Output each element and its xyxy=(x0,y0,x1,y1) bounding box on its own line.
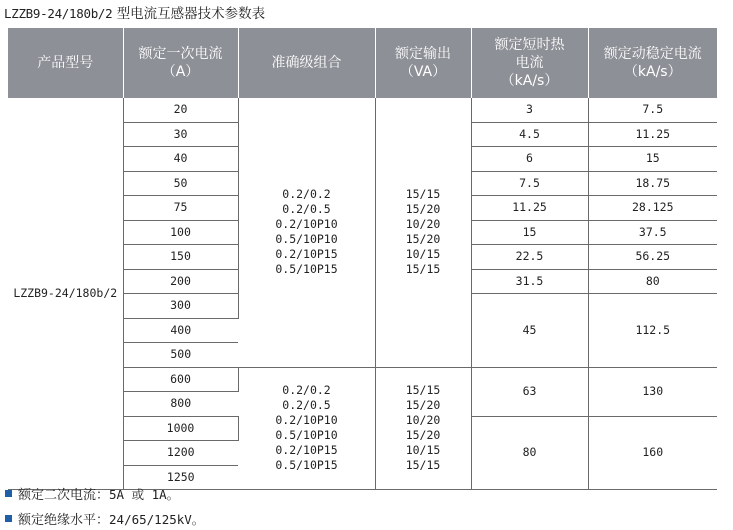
current-cell: 500 xyxy=(123,343,238,368)
bullet-icon xyxy=(5,515,12,522)
current-cell: 200 xyxy=(123,269,238,294)
current-cell: 75 xyxy=(123,196,238,221)
dynamic-cell: 11.25 xyxy=(588,122,717,147)
header-dynamic-current: 额定动稳定电流 （kA/s） xyxy=(588,28,717,98)
current-cell: 1200 xyxy=(123,441,238,466)
current-cell: 800 xyxy=(123,392,238,417)
header-primary-current: 额定一次电流 （A） xyxy=(123,28,238,98)
dynamic-cell: 112.5 xyxy=(588,294,717,368)
current-cell: 1250 xyxy=(123,465,238,490)
title-suffix: 型电流互感器技术参数表 xyxy=(116,6,266,22)
accuracy-group-1: 0.2/0.2 0.2/0.5 0.2/10P10 0.5/10P10 0.2/10P15 0.5/10P15 xyxy=(238,98,375,367)
thermal-cell: 22.5 xyxy=(471,245,588,270)
page-title xyxy=(4,2,265,22)
dynamic-cell: 37.5 xyxy=(588,220,717,245)
thermal-cell: 4.5 xyxy=(471,122,588,147)
thermal-cell: 7.5 xyxy=(471,171,588,196)
header-thermal-current: 额定短时热 电流 （kA/s） xyxy=(471,28,588,98)
thermal-cell: 45 xyxy=(471,294,588,368)
dynamic-cell: 18.75 xyxy=(588,171,717,196)
current-cell: 300 xyxy=(123,294,238,319)
output-group-1: 15/15 15/20 10/20 15/20 10/15 15/15 xyxy=(375,98,471,367)
header-model: 产品型号 xyxy=(8,28,123,98)
thermal-cell: 6 xyxy=(471,147,588,172)
thermal-cell: 11.25 xyxy=(471,196,588,221)
current-cell: 40 xyxy=(123,147,238,172)
model-cell: LZZB9-24/180b/2 xyxy=(8,98,123,490)
current-cell: 50 xyxy=(123,171,238,196)
current-cell: 1000 xyxy=(123,416,238,441)
thermal-cell: 3 xyxy=(471,98,588,122)
header-accuracy: 准确级组合 xyxy=(238,28,375,98)
output-group-2: 15/15 15/20 10/20 15/20 10/15 15/15 xyxy=(375,367,471,490)
spec-table xyxy=(8,28,717,490)
thermal-cell: 80 xyxy=(471,416,588,490)
dynamic-cell: 7.5 xyxy=(588,98,717,122)
dynamic-cell: 80 xyxy=(588,269,717,294)
current-cell: 150 xyxy=(123,245,238,270)
note-insulation-level: 额定绝缘水平：24/65/125kV。 xyxy=(5,509,204,528)
thermal-cell: 63 xyxy=(471,367,588,416)
current-cell: 600 xyxy=(123,367,238,392)
table-row xyxy=(8,98,717,122)
current-cell: 20 xyxy=(123,98,238,122)
dynamic-cell: 160 xyxy=(588,416,717,490)
accuracy-group-2: 0.2/0.2 0.2/0.5 0.2/10P10 0.5/10P10 0.2/10P15 0.5/10P15 xyxy=(238,367,375,490)
dynamic-cell: 15 xyxy=(588,147,717,172)
table-header-row xyxy=(8,28,717,98)
thermal-cell: 15 xyxy=(471,220,588,245)
dynamic-cell: 28.125 xyxy=(588,196,717,221)
current-cell: 400 xyxy=(123,318,238,343)
current-cell: 30 xyxy=(123,122,238,147)
current-cell: 100 xyxy=(123,220,238,245)
header-output: 额定输出 （VA） xyxy=(375,28,471,98)
thermal-cell: 31.5 xyxy=(471,269,588,294)
note-secondary-current: 额定二次电流：5A 或 1A。 xyxy=(5,484,179,503)
dynamic-cell: 56.25 xyxy=(588,245,717,270)
bullet-icon xyxy=(5,490,12,497)
dynamic-cell: 130 xyxy=(588,367,717,416)
title-model: LZZB9-24/180b/2 xyxy=(4,6,113,21)
